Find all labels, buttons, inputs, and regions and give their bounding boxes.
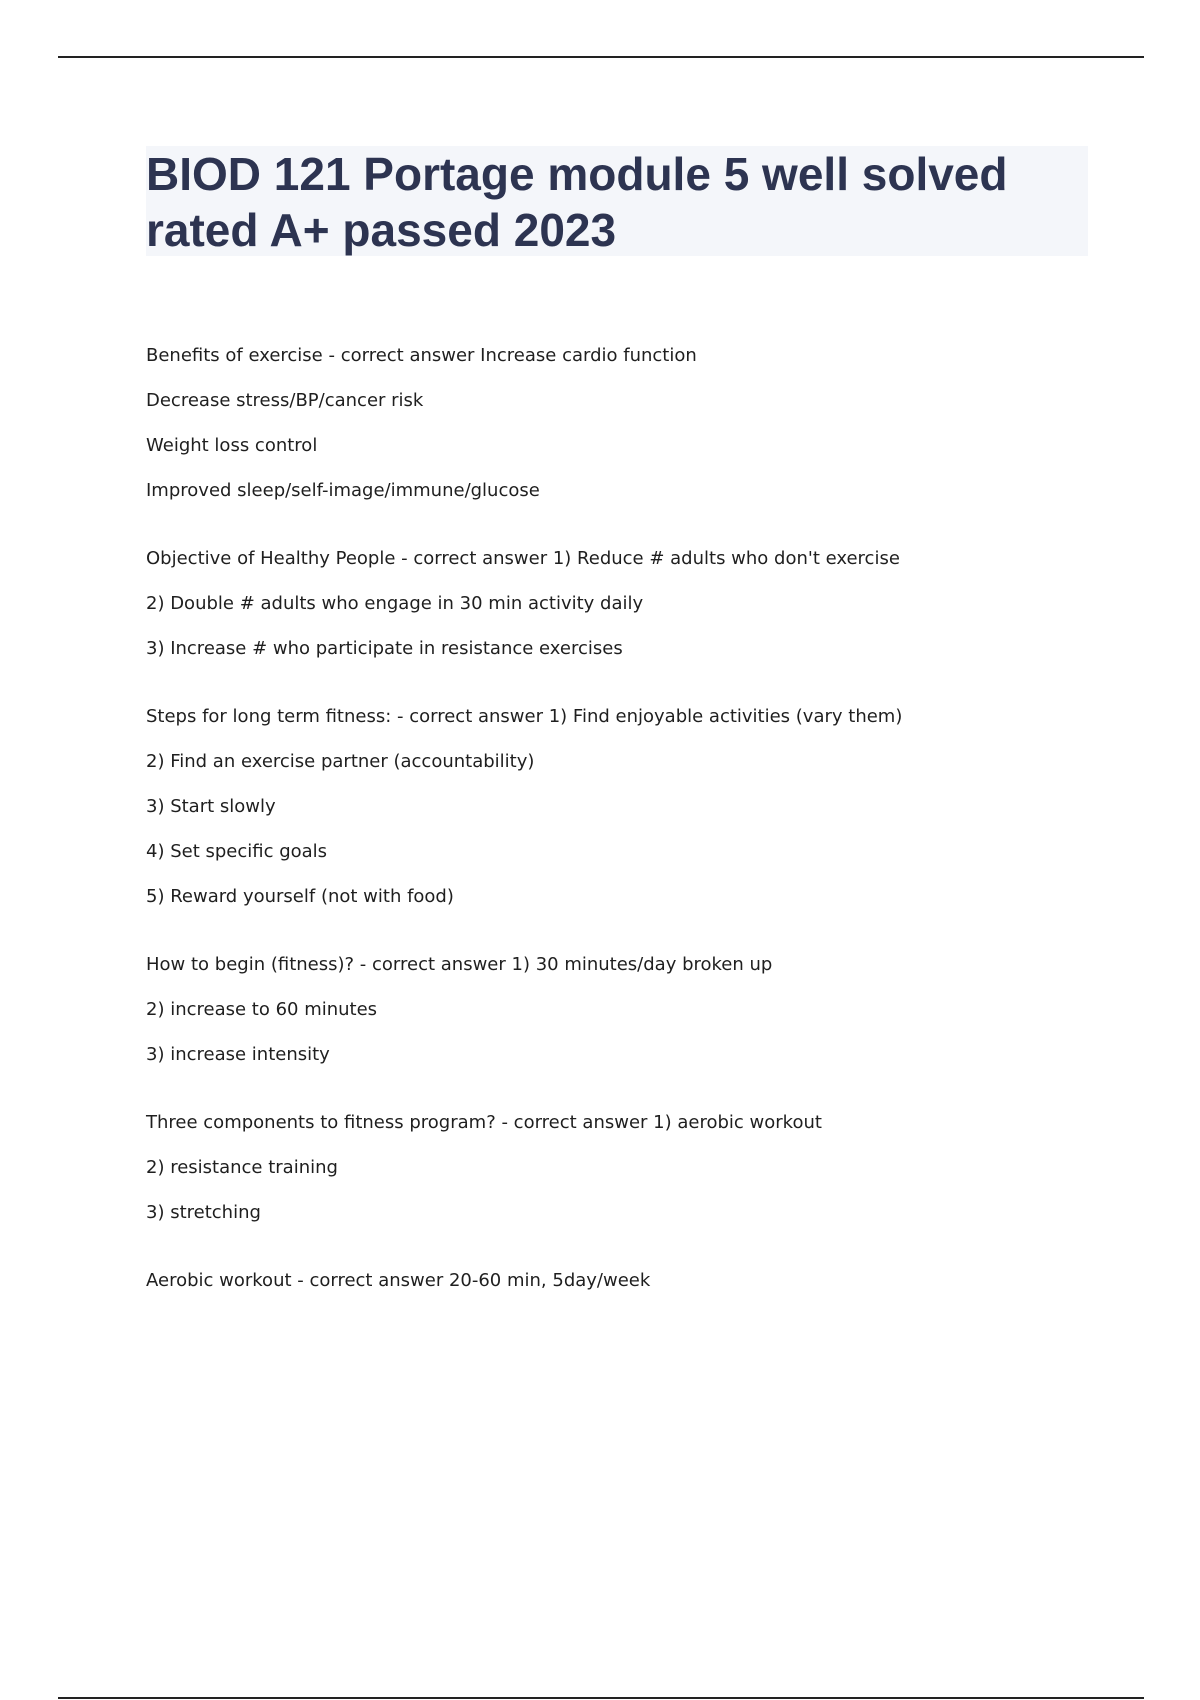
- qa-line: 2) resistance training: [146, 1157, 338, 1178]
- qa-line: Objective of Healthy People - correct answer 1) Reduce # adults who don't exercise: [146, 548, 900, 569]
- qa-block-three-components: [146, 1111, 1146, 1225]
- qa-line: 2) increase to 60 minutes: [146, 999, 378, 1020]
- qa-line: Three components to fitness program? - correct answer 1) aerobic workout: [146, 1112, 822, 1133]
- qa-line: Weight loss control: [146, 435, 318, 456]
- qa-line: 4) Set specific goals: [146, 841, 328, 862]
- qa-line: Benefits of exercise - correct answer Increase cardio function: [146, 345, 697, 366]
- qa-block-healthy-people: [146, 547, 1146, 661]
- document-title: BIOD 121 Portage module 5 well solved rated A+ passed 2023: [146, 148, 1008, 256]
- qa-line: 3) Increase # who participate in resistance exercises: [146, 638, 623, 659]
- qa-line: 3) increase intensity: [146, 1044, 330, 1065]
- qa-line: Steps for long term fitness: - correct answer 1) Find enjoyable activities (vary them): [146, 706, 903, 727]
- bottom-rule: [58, 1697, 1144, 1699]
- qa-line: Decrease stress/BP/cancer risk: [146, 390, 424, 411]
- qa-line: 2) Double # adults who engage in 30 min activity daily: [146, 593, 644, 614]
- qa-block-benefits-of-exercise: [146, 344, 1146, 503]
- qa-block-how-to-begin: [146, 953, 1146, 1067]
- qa-line: 2) Find an exercise partner (accountability): [146, 751, 535, 772]
- qa-line: Aerobic workout - correct answer 20-60 min, 5day/week: [146, 1270, 651, 1291]
- qa-content: [146, 344, 1146, 1337]
- qa-line: 3) Start slowly: [146, 796, 276, 817]
- qa-block-aerobic-workout: [146, 1269, 1146, 1293]
- qa-block-long-term-fitness: [146, 705, 1146, 909]
- qa-line: 3) stretching: [146, 1202, 261, 1223]
- qa-line: Improved sleep/self-image/immune/glucose: [146, 480, 540, 501]
- qa-line: 5) Reward yourself (not with food): [146, 886, 454, 907]
- top-rule: [58, 56, 1144, 58]
- qa-line: How to begin (fitness)? - correct answer 1) 30 minutes/day broken up: [146, 954, 773, 975]
